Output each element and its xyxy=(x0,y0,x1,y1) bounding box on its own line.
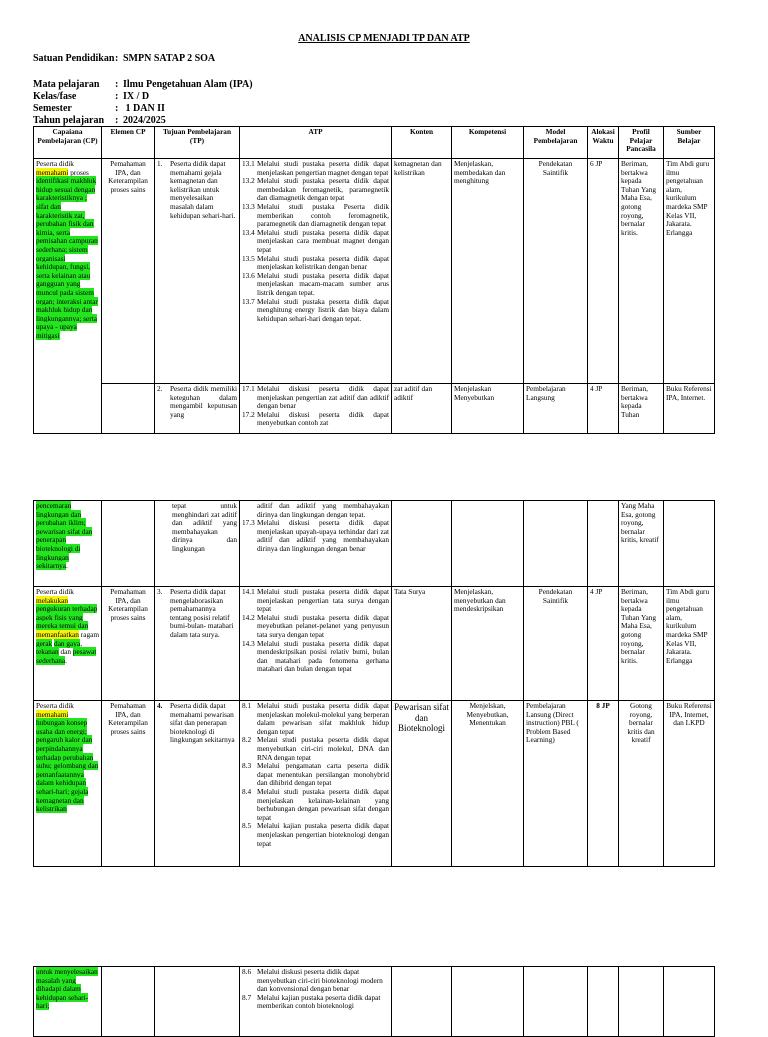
atp-item: 8.6 Melalui diskusi peserta didik dapat menyebutkan ciri-ciri bioteknologi modern dan konvensional dengan benar xyxy=(242,967,383,994)
table-header-row xyxy=(34,127,715,159)
tp-cell: 4. Peserta didik dapat memahami pewarisan sifat dan penerapan bioteknologi di lingkungan sekitarnya xyxy=(155,701,240,867)
header-tp: Tujuan Pembelajaran (TP) xyxy=(155,127,240,159)
tp-cell: 3. Peserta didik dapat mengelaborasikan pemahamannya tentang posisi relatif bumi-bulan- matahari dalam tata surya. xyxy=(155,587,240,701)
table-row xyxy=(34,967,715,1037)
kompetensi-cell: Menjelskan, Menyebutkan, Menentukan xyxy=(452,701,524,867)
elemen-cell: Pemahaman IPA, dan Keterampilan proses sains xyxy=(102,159,155,384)
table-row xyxy=(34,159,715,384)
table-row xyxy=(34,587,715,701)
atp-item: 8.2 Melaui studi pustaka peserta didik dapat menyebutkan ciri-ciri molekul, DNA dan RNA dengan tepat xyxy=(242,735,389,762)
atp-cell xyxy=(240,159,392,384)
atp-item: 8.4 Melalui studi pustaka peserta didik dapat menjelaskan kelainan-kelainan yang berhubungan dengan pewarisan sifat dengan tepat xyxy=(242,786,389,822)
atp-item: 14.2 Melalui studi pustaka peserta didik dapat meyebutkan pelanet-pelanet yang penyusun tata surya dengan tepat xyxy=(242,612,389,639)
meta-row-kelas: Kelas/fase : IX / D xyxy=(33,91,150,102)
profil-cell: Beriman, bertakwa kepada Tuhan Yang Maha Esa, gotong royong, bernalar kritis. xyxy=(619,159,664,384)
tp-cell xyxy=(155,967,240,1037)
cp-cell: pencemaran lingkungan dan perubahan iklim; pewarisan sifat dan penerapan bioteknologi di lingkungan sekitarnya. xyxy=(34,501,102,587)
alokasi-cell: 8 JP xyxy=(588,701,619,867)
atp-item: 14.3 Melalui studi pustaka peserta didik dapat mendeskripsikan posisi relativ bumi, bulan dan matahari pada fenomena gerhana matahari dan bulan dengan tepat xyxy=(242,638,389,674)
atp-cell xyxy=(240,587,392,701)
header-konten: Konten xyxy=(392,127,452,159)
atp-item: 8.7 Melalui kajian pustaka peserta didik dapat memberikan contoh bioteknologi xyxy=(242,992,381,1011)
atp-item: 14.1 Melalui studi pustaka peserta didik dapat menjelaskan pengertian tata surya dengan tepat xyxy=(242,587,389,614)
page-title: ANALISIS CP MENJADI TP DAN ATP xyxy=(298,33,470,44)
cp-cell: Peserta didik memahami hubungan konsep usaha dan energi; pengaruh kalor dan perpindahannya terhadap perubahan suhu; gelombang dan pemanfaatannya dalam kehidupan sehari-hari; gejala kemagnetan dan kelistrikan xyxy=(34,701,102,867)
tp-cell: tepat untuk menghindari zat aditif dan adiktif yang membahayakan dirinya dan lingkungan xyxy=(155,501,240,587)
meta-row-mapel: Mata pelajaran : Ilmu Pengetahuan Alam (IPA) xyxy=(33,79,253,90)
alokasi-cell xyxy=(588,967,619,1037)
alokasi-cell: 4 JP xyxy=(588,384,619,434)
atp-item: 17.2 Melalui diskusi peserta didik dapat menyebutkan contoh zat xyxy=(242,409,389,428)
model-cell xyxy=(524,501,588,587)
header-sumber: Sumber Belajar xyxy=(664,127,715,159)
konten-cell: kemagnetan dan kelistrikan xyxy=(392,159,452,384)
header-atp: ATP xyxy=(240,127,392,159)
kompetensi-cell: Menjelaskan, menyebutkan dan mendeskripsikan xyxy=(452,587,524,701)
atp-item: 13.1 Melalui studi pustaka peserta didik dapat menjelaskan pengertian magnet dengan tepat xyxy=(242,159,389,177)
profil-cell: Beriman, bertakwa kepada Tuhan xyxy=(619,384,664,434)
cp-cell: Peserta didik memahami proses identifikasi makhluk hidup sesuai dengan karakteristiknya ; sifat dan karakteristik zat, perubahan fisik dan kimia, serta pemisahan campuran sederhana; sistem organisasi kehidupan, fungsi, serta kelainan atau gangguan yang muncul pada sistem organ; interaksi antar makhluk hidup dan lingkungannya; serta upaya - upaya mitigasi xyxy=(34,159,102,434)
profil-cell xyxy=(619,967,664,1037)
header-elemen: Elemen CP xyxy=(102,127,155,159)
atp-item: 8.1 Melalui studi pustaka peserta didik dapat menjelaskan molekul-molekul yang berperan dalam pewarisan sifat makhluk hidup dengan tepat xyxy=(242,701,389,736)
model-cell xyxy=(524,967,588,1037)
model-cell: Pembelajaran Lansung (Direct instruction) PBL ( Problem Based Learning) xyxy=(524,701,588,867)
atp-table-part-2 xyxy=(33,500,715,867)
kompetensi-cell xyxy=(452,501,524,587)
alokasi-cell xyxy=(588,501,619,587)
konten-cell xyxy=(392,967,452,1037)
tp-cell: 2. Peserta didik memiliki keteguhan dalam mengambil keputusan yang xyxy=(155,384,240,434)
sumber-cell: Tim Abdi guru ilmu pengetahuan alam, kurikulum mardeka SMP Kelas VII, Jakarata. Erlangga xyxy=(664,159,715,384)
elemen-cell: Pemahaman IPA, dan Keterampilan proses sains xyxy=(102,701,155,867)
table-row xyxy=(34,501,715,587)
header-alokasi: Alokasi Waktu xyxy=(588,127,619,159)
header-kompetensi: Kompetensi xyxy=(452,127,524,159)
profil-cell: Beriman, bertakwa kepada Tuhan Yang Maha Esa, gotong royong, bernalar kritis. xyxy=(619,587,664,701)
header-model: Model Pembelajaran xyxy=(524,127,588,159)
atp-cell xyxy=(240,384,392,434)
elemen-cell xyxy=(102,384,155,434)
atp-item: 13.4 Melalui studi pustaka peserta didik dapat menjelaskan cara membuat magnet dengan tepat xyxy=(242,227,389,254)
sumber-cell: Buku Referensi IPA, Internet, dan LKPD xyxy=(664,701,715,867)
atp-cell: aditif dan adiktif yang membahayakan dirinya dan lingkungan dengan tepat. 17.3 Melalui diskusi peserta didik dapat menjelaskan upayah-upaya terhindar dari zat aditif dan adiktif yang membahayakan dirinya dan lingkungan dengan benar xyxy=(240,501,392,587)
sumber-cell xyxy=(664,967,715,1037)
profil-cell: Gotong royong, bernalar kritis dan kreatif xyxy=(619,701,664,867)
table-row xyxy=(34,701,715,867)
model-cell: Pembelajaran Langsung xyxy=(524,384,588,434)
model-cell: Pendekatan Saintifik xyxy=(524,159,588,384)
meta-row-satuan: Satuan Pendidikan: SMPN SATAP 2 SOA xyxy=(33,53,216,64)
kompetensi-cell xyxy=(452,967,524,1037)
alokasi-cell: 6 JP xyxy=(588,159,619,384)
alokasi-cell: 4 JP xyxy=(588,587,619,701)
konten-cell: Tata Surya xyxy=(392,587,452,701)
header-profil: Profil Pelajar Pancasila xyxy=(619,127,664,159)
atp-table-part-1 xyxy=(33,126,715,434)
konten-cell xyxy=(392,501,452,587)
model-cell: Pendekatan Saintifik xyxy=(524,587,588,701)
atp-item: 17.3 Melalui diskusi peserta didik dapat menjelaskan upayah-upaya terhindar dari zat aditif dan adiktif yang membahayakan dirinya dan lingkungan dengan benar xyxy=(242,518,389,553)
sumber-cell: Tim Abdi guru ilmu pengetahuan alam, kurikulum mardeka SMP Kelas VII, Jakarata. Erlangga xyxy=(664,587,715,701)
atp-item: 13.5 Melalui studi pustaka peserta didik dapat menjelaskan kelistrikan dengan benar xyxy=(242,253,389,272)
sumber-cell: Buku Referensi IPA, Internet. xyxy=(664,384,715,434)
table-row xyxy=(34,384,715,434)
atp-cell xyxy=(240,701,392,867)
atp-item: 8.3 Melalui pengamatan carta peserta didik dapat menentukan persilangan monohybrid dan dihibrid dengan tepat xyxy=(242,761,389,788)
atp-item: 13.6 Melalui studi pustaka peserta didik dapat menjelaskan macam-macam sumber arus listrik dengan tepat. xyxy=(242,270,389,297)
profil-cell: Yang Maha Esa, gotong royong, bernalar kritis, kreatif xyxy=(619,501,664,587)
kompetensi-cell: Menjelaskan, membedakan dan menghitung xyxy=(452,159,524,384)
kompetensi-cell: Menjelaskan Menyebutkan xyxy=(452,384,524,434)
konten-cell: zat aditif dan adiktif xyxy=(392,384,452,434)
elemen-cell xyxy=(102,967,155,1037)
atp-item: 8.5 Melalui kajian pustaka peserta didik dapat menjelaskan pengertian bioteknologi dengan tepat xyxy=(242,821,389,848)
atp-item: 17.1 Melalui diskusi peserta didik dapat menjelaskan pengertian zat aditif dan adiktif dengan benar xyxy=(242,384,389,411)
elemen-cell xyxy=(102,501,155,587)
atp-item: 13.7 Melalui studi pustaka peserta didik dapat menghitung energy listrik dan biaya dalam kehidupan sehari-hari dengan tepat. xyxy=(242,296,389,323)
meta-row-semester: Semester : 1 DAN II xyxy=(33,103,165,114)
sumber-cell xyxy=(664,501,715,587)
cp-cell: Peserta didik melakukan pengukuran terhadap aspek fisis yang mereka temui dan memanfaatkan ragam gerak dan gaya, tekanan dan pesawat sederhana. xyxy=(34,587,102,701)
tp-cell: 1. Peserta didik dapat memahami gejala kemagnetan dan kelistrikan untuk menyelesaikan masalah dalam kehidupan sehari-hari. xyxy=(155,159,240,384)
elemen-cell: Pemahaman IPA, dan Keterampilan proses sains xyxy=(102,587,155,701)
atp-item: 13.2 Melalui studi pustaka peserta didik dapat membedakan feromagnetik, paramegnetik dan diamagnetik dengan tepat xyxy=(242,176,389,203)
atp-cell xyxy=(240,967,392,1037)
meta-row-tahun: Tahun pelajaran : 2024/2025 xyxy=(33,115,166,126)
atp-table-part-3 xyxy=(33,966,715,1037)
header-cp: Capaiana Pembelajaran (CP) xyxy=(34,127,102,159)
atp-item: 13.3 Melalui studi pustaka Peserta didik memberikan contoh feromagnetik, paramegnetik dan diamagnetik dengan tepat xyxy=(242,201,389,229)
konten-cell: Pewarisan sifat dan Bioteknologi xyxy=(392,701,452,867)
cp-cell: untuk menyelesaikan masalah yang dihadapi dalam kehidupan sehari-hari; xyxy=(34,967,102,1037)
